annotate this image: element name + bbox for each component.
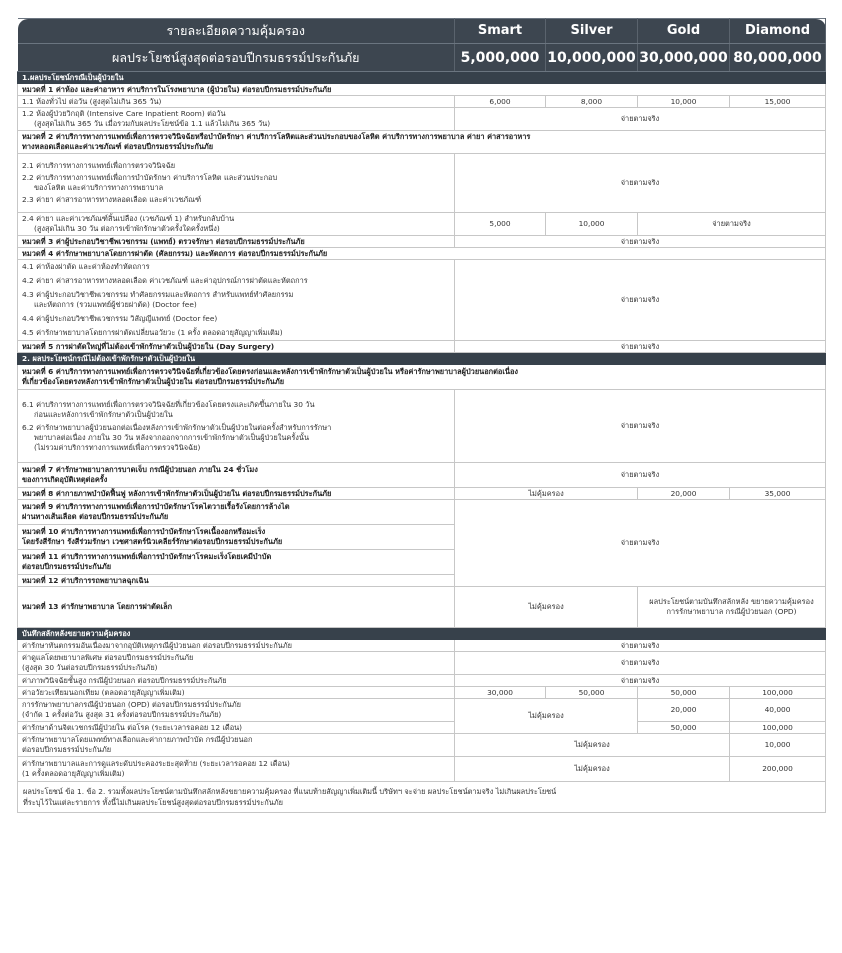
category-label-line: ทางหลอดเลือดและค่าเวชภัณฑ์ ต่อรอบปีกรมธรรม์ประกันภัย [22, 142, 214, 151]
plan-smart: Smart [455, 19, 546, 44]
value-cell: 10,000 [638, 96, 730, 108]
value-cell: 20,000 [638, 699, 730, 722]
value-cell: 200,000 [730, 757, 826, 782]
category-4-label: หมวดที่ 4 ค่ารักษาพยาบาลโดยการผ่าตัด (ศัลยกรรม) และหัตถการ ต่อรอบปีกรมธรรม์ประกันภัย [18, 248, 826, 260]
category-4-row [18, 248, 826, 260]
value-cell: จ่ายตามจริง [455, 652, 826, 675]
row-label-line: การรักษาพยาบาลกรณีผู้ป่วยนอก (OPD) ต่อรอบปีกรมธรรม์ประกันภัย [22, 700, 242, 709]
row-label [18, 108, 455, 131]
value-cell: 100,000 [730, 687, 826, 699]
row-label-line: (1 ครั้งตลอดอายุสัญญาเพิ่มเติม) [22, 769, 125, 778]
table-row [18, 640, 826, 652]
table-row [18, 757, 826, 782]
value-cell: จ่ายตามจริง [455, 108, 826, 131]
row-label-line: 1.2 ห้องผู้ป่วยวิกฤติ (Intensive Care Inpatient Room) ต่อวัน [22, 109, 226, 118]
row-label-line: (สูงสุดไม่เกิน 30 วัน ต่อการเข้าพักรักษาตัวครั้งใดครั้งหนึ่ง) [34, 224, 220, 233]
value-cell: 30,000 [455, 687, 546, 699]
section-3-title: บันทึกสลักหลังขยายความคุ้มครอง [18, 628, 826, 640]
row-label-line: 4.2 ค่ายา ค่าสารอาหารทางหลอดเลือด ค่าเวชภัณฑ์ และค่าอุปกรณ์การผ่าตัดและหัตถการ [22, 276, 308, 285]
section-3-header [18, 628, 826, 640]
category-5-label: หมวดที่ 5 การผ่าตัดใหญ่ที่ไม่ต้องเข้าพักรักษาตัวเป็นผู้ป่วยใน (Day Surgery) [18, 341, 455, 353]
category-8-label: หมวดที่ 8 ค่ากายภาพบำบัดฟื้นฟู หลังการเข้าพักรักษาตัวเป็นผู้ป่วยใน ต่อรอบปีกรมธรรม์ประกันภัย [18, 488, 455, 500]
table-row [18, 108, 826, 131]
category-label-line: หมวดที่ 6 ค่าบริการทางการแพทย์เพื่อการตรวจวินิจฉัยที่เกี่ยวข้องโดยตรงก่อนและหลังการเข้าพักรักษาตัวเป็นผู้ป่วยใน หรือค่ารักษาพยาบาลผู้ป่วยนอกต่อเนื่อง [22, 367, 518, 376]
table-row [18, 687, 826, 699]
header-row-plans [18, 19, 826, 44]
amount-diamond: 80,000,000 [730, 44, 826, 72]
row-label [18, 699, 455, 722]
table-row [18, 213, 826, 236]
value-cell: จ่ายตามจริง [455, 236, 826, 248]
value-cell: 35,000 [730, 488, 826, 500]
value-cell: 50,000 [638, 687, 730, 699]
category-label-line: หมวดที่ 7 ค่ารักษาพยาบาลการบาดเจ็บ กรณีผู้ป่วยนอก ภายใน 24 ชั่วโมง [22, 465, 258, 474]
row-label-line: ก่อนและหลังการเข้าพักรักษาตัวเป็นผู้ป่วยใน [34, 409, 173, 419]
row-label-line: 4.1 ค่าห้องผ่าตัด และค่าห้องทำหัตถการ [22, 262, 150, 271]
category-label-line: โดยรังสีรักษา รังสีร่วมรักษา เวชศาสตร์นิวเคลียร์รักษาต่อรอบปีกรมธรรม์ประกันภัย [22, 537, 283, 546]
category-label-line: ผ่านทางเส้นเลือด ต่อรอบปีกรมธรรม์ประกันภัย [22, 512, 169, 521]
category-11-label [18, 550, 455, 575]
row-label-line: 4.3 ค่าผู้ประกอบวิชาชีพเวชกรรม ทำศัลยกรรมและหัตถการ สำหรับแพทย์ทำศัลยกรรม [22, 290, 294, 299]
row-label-line: (สูงสุด 30 วันต่อรอบปีกรมธรรม์ประกันภัย) [22, 663, 158, 672]
row-label-line: (ไม่รวมค่าบริการทางการแพทย์เพื่อการตรวจวินิจฉัย) [34, 442, 201, 452]
category-13-label: หมวดที่ 13 ค่ารักษาพยาบาล โดยการผ่าตัดเล็ก [18, 587, 455, 628]
amount-silver: 10,000,000 [546, 44, 638, 72]
value-cell: 20,000 [638, 488, 730, 500]
value-cell: ไม่คุ้มครอง [455, 757, 730, 782]
row-label-line: 4.5 ค่ารักษาพยาบาลโดยการผ่าตัดเปลี่ยนอวัยวะ (1 ครั้ง ตลอดอายุสัญญาเพิ่มเติม) [22, 328, 283, 337]
header-subtitle: ผลประโยชน์สูงสุดต่อรอบปีกรมธรรม์ประกันภัย [18, 44, 455, 72]
row-label [18, 260, 455, 341]
footnote-line: ผลประโยชน์ ข้อ 1. ข้อ 2. รวมทั้งผลประโยชน์ตามบันทึกสลักหลังขยายความคุ้มครอง ที่แนบท้ายสัญญาเพิ่มเติมนี้ บริษัทฯ จะจ่าย ผลประโยชน์ตามจริง ไม่เกินผลประโยชน์ [23, 787, 557, 796]
row-label-line: 6.2 ค่ารักษาพยาบาลผู้ป่วยนอกต่อเนื่องหลังการเข้าพักรักษาตัวเป็นผู้ป่วยในต่อครั้งสำหรับการรักษา [22, 422, 332, 432]
value-cell: 8,000 [546, 96, 638, 108]
row-label-line: 6.1 ค่าบริการทางการแพทย์เพื่อการตรวจวินิจฉัยที่เกี่ยวข้องโดยตรงและเกิดขึ้นภายใน 30 วัน [22, 399, 315, 409]
row-label [18, 154, 455, 213]
category-label-line: หมวดที่ 10 ค่าบริการทางการแพทย์เพื่อการบำบัดรักษาโรคเนื้องอกหรือมะเร็ง [22, 527, 266, 536]
value-cell: จ่ายตามจริง [455, 154, 826, 213]
category-7-label [18, 463, 455, 488]
row-label: ค่าอวัยวะเทียมนอกเทียม (ตลอดอายุสัญญาเพิ่มเติม) [18, 687, 455, 699]
row-label-line: ค่าดูแลโดยพยาบาลพิเศษ ต่อรอบปีกรมธรรม์ประกันภัย [22, 653, 194, 662]
row-label-line: ต่อรอบปีกรมธรรม์ประกันภัย [22, 745, 112, 754]
section-1-title: 1.ผลประโยชน์กรณีเป็นผู้ป่วยใน [18, 72, 826, 84]
category-label-line: ที่เกี่ยวข้องโดยตรงหลังการเข้าพักรักษาตัวเป็นผู้ป่วยใน ต่อรอบปีกรมธรรม์ประกันภัย [22, 377, 285, 386]
category-2-label [18, 131, 826, 154]
category-8-row [18, 488, 826, 500]
row-label-line: 4.4 ค่าผู้ประกอบวิชาชีพเวชกรรม วิสัญญีแพทย์ (Doctor fee) [22, 314, 218, 323]
category-3-row [18, 236, 826, 248]
row-label [18, 757, 455, 782]
category-1-row [18, 84, 826, 96]
category-label-line: ต่อรอบปีกรมธรรม์ประกันภัย [22, 562, 112, 571]
value-cell: จ่ายตามจริง [455, 675, 826, 687]
row-label: ค่ารักษาทันตกรรมอันเนื่องมาจากอุบัติเหตุกรณีผู้ป่วยนอก ต่อรอบปีกรมธรรม์ประกันภัย [18, 640, 455, 652]
value-cell: จ่ายตามจริง [455, 341, 826, 353]
category-label-line: หมวดที่ 2 ค่าบริการทางการแพทย์เพื่อการตรวจวินิจฉัยหรือบำบัดรักษา ค่าบริการโลหิตและส่วนประกอบของโลหิต ค่าบริการทางการพยาบาล ค่ายา ค่าสารอาหาร [22, 132, 531, 141]
row-label-line: 2.3 ค่ายา ค่าสารอาหารทางหลอดเลือด และค่าเวชภัณฑ์ [22, 195, 202, 204]
category-label-line: หมวดที่ 11 ค่าบริการทางการแพทย์เพื่อการบำบัดรักษาโรคมะเร็งโดยเคมีบำบัด [22, 552, 272, 561]
value-cell: 40,000 [730, 699, 826, 722]
category-6-label [18, 365, 826, 390]
plan-silver: Silver [546, 19, 638, 44]
row-label-line: (สูงสุดไม่เกิน 365 วัน เมื่อรวมกับผลประโยชน์ข้อ 1.1 แล้วไม่เกิน 365 วัน) [34, 119, 271, 128]
table-row [18, 734, 826, 757]
header-title: รายละเอียดความคุ้มครอง [18, 19, 455, 44]
table-row [18, 96, 826, 108]
row-label [18, 652, 455, 675]
section-2-header [18, 353, 826, 365]
category-label-line: หมวดที่ 9 ค่าบริการทางการแพทย์เพื่อการบำบัดรักษาโรคไตวายเรื้อรังโดยการล้างไต [22, 502, 290, 511]
category-9-label [18, 500, 455, 525]
table-row [18, 260, 826, 341]
category-3-label: หมวดที่ 3 ค่าผู้ประกอบวิชาชีพเวชกรรม (แพทย์) ตรวจรักษา ต่อรอบปีกรมธรรม์ประกันภัย [18, 236, 455, 248]
row-label: ค่าภาพวินิจฉัยชั้นสูง กรณีผู้ป่วยนอก ต่อรอบปีกรมธรรม์ประกันภัย [18, 675, 455, 687]
table-row [18, 722, 826, 734]
row-label-line: (จำกัด 1 ครั้งต่อวัน สูงสุด 31 ครั้งต่อรอบปีกรมธรรม์ประกันภัย) [22, 710, 222, 719]
value-cell: จ่ายตามจริง [638, 213, 826, 236]
value-cell: จ่ายตามจริง [455, 390, 826, 463]
value-cell: 50,000 [638, 722, 730, 734]
value-cell: ไม่คุ้มครอง [455, 734, 730, 757]
value-cell: จ่ายตามจริง [455, 640, 826, 652]
category-10-label [18, 525, 455, 550]
coverage-sheet [17, 18, 825, 813]
category-2-row [18, 131, 826, 154]
category-6-row [18, 365, 826, 390]
row-label-line: ของโลหิต และค่าบริการทางการพยาบาล [34, 183, 164, 192]
section-2-title: 2. ผลประโยชน์กรณีไม่ต้องเข้าพักรักษาตัวเป็นผู้ป่วยใน [18, 353, 826, 365]
value-cell: 100,000 [730, 722, 826, 734]
value-cell: ไม่คุ้มครอง [455, 699, 638, 734]
value-cell: 10,000 [546, 213, 638, 236]
coverage-table [17, 18, 826, 813]
row-label: 1.1 ห้องทั่วไป ต่อวัน (สูงสุดไม่เกิน 365 วัน) [18, 96, 455, 108]
category-5-row [18, 341, 826, 353]
category-label-line: ของการเกิดอุบัติเหตุต่อครั้ง [22, 475, 108, 484]
value-cell: 5,000 [455, 213, 546, 236]
value-cell: 50,000 [546, 687, 638, 699]
category-1-label: หมวดที่ 1 ค่าห้อง และค่าอาหาร ค่าบริการในโรงพยาบาล (ผู้ป่วยใน) ต่อรอบปีกรมธรรม์ประกันภัย [18, 84, 826, 96]
amount-smart: 5,000,000 [455, 44, 546, 72]
footnote-row [18, 782, 826, 813]
amount-gold: 30,000,000 [638, 44, 730, 72]
value-cell: จ่ายตามจริง [455, 500, 826, 587]
row-label: ค่ารักษาด้านจิตเวชกรณีผู้ป่วยใน ต่อโรค (ระยะเวลารอคอย 12 เดือน) [18, 722, 455, 734]
row-label-line: 2.4 ค่ายา และค่าเวชภัณฑ์สิ้นเปลือง (เวชภัณฑ์ 1) สำหรับกลับบ้าน [22, 214, 235, 223]
value-cell: จ่ายตามจริง [455, 260, 826, 341]
category-13-row [18, 587, 826, 628]
section-1-header [18, 72, 826, 84]
row-label [18, 734, 455, 757]
value-cell: 6,000 [455, 96, 546, 108]
value-cell: จ่ายตามจริง [455, 463, 826, 488]
table-row [18, 675, 826, 687]
plan-gold: Gold [638, 19, 730, 44]
category-7-row [18, 463, 826, 488]
table-row [18, 652, 826, 675]
row-label-line: ค่ารักษาพยาบาลโดยแพทย์ทางเลือกและค่ากายภาพบำบัด กรณีผู้ป่วยนอก [22, 735, 253, 744]
footnote [18, 782, 826, 813]
category-12-label: หมวดที่ 12 ค่าบริการรถพยาบาลฉุกเฉิน [18, 575, 455, 587]
row-label-line: 2.2 ค่าบริการทางการแพทย์เพื่อการบำบัดรักษา ค่าบริการโลหิต และส่วนประกอบ [22, 173, 278, 182]
category-9-row [18, 500, 826, 525]
plan-diamond: Diamond [730, 19, 826, 44]
row-label-line: พยาบาลต่อเนื่อง ภายใน 30 วัน หลังจากออกจากการเข้าพักรักษาตัวเป็นผู้ป่วยในครั้งนั้น [34, 432, 310, 442]
header-row-amounts [18, 44, 826, 72]
table-row [18, 699, 826, 722]
table-row [18, 154, 826, 213]
value-cell: 15,000 [730, 96, 826, 108]
row-label [18, 390, 455, 463]
row-label-line: และหัตถการ (รวมแพทย์ผู้ช่วยผ่าตัด) (Doctor fee) [34, 300, 197, 309]
value-cell: ไม่คุ้มครอง [455, 488, 638, 500]
footnote-line: ที่ระบุไว้ในแต่ละรายการ ทั้งนี้ไม่เกินผลประโยชน์สูงสุดต่อรอบปีกรมธรรม์ประกันภัย [23, 798, 283, 807]
row-label-line: 2.1 ค่าบริการทางการแพทย์เพื่อการตรวจวินิจฉัย [22, 161, 176, 170]
table-row [18, 390, 826, 463]
row-label [18, 213, 455, 236]
value-cell: ไม่คุ้มครอง [455, 587, 638, 628]
value-cell: 10,000 [730, 734, 826, 757]
value-cell: ผลประโยชน์ตามบันทึกสลักหลัง ขยายความคุ้มครองการรักษาพยาบาล กรณีผู้ป่วยนอก (OPD) [638, 587, 826, 628]
row-label-line: ค่ารักษาพยาบาลและการดูแลระดับประคองระยะสุดท้าย (ระยะเวลารอคอย 12 เดือน) [22, 759, 290, 768]
